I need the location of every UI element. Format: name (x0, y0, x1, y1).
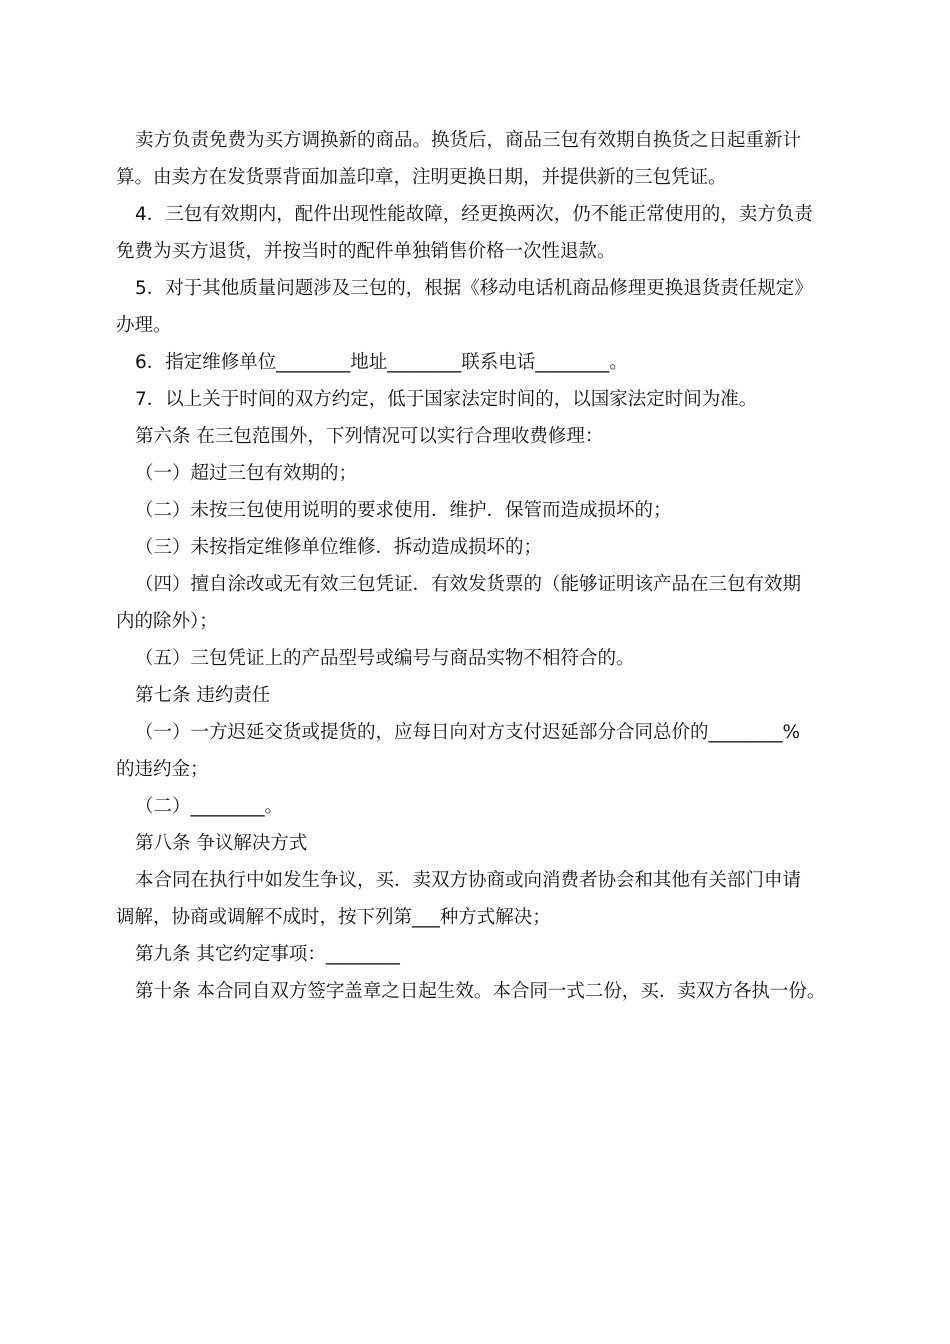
clause-6-line: 6．指定维修单位________地址________联系电话________。 (135, 352, 628, 373)
article-6-item-3: （三）未按指定维修单位维修．拆动造成损坏的； (135, 537, 543, 558)
article-8-body: 本合同在执行中如发生争议，买．卖双方协商或向消费者协会和其他有关部门申请 (135, 870, 802, 891)
article-6-heading: 第六条 在三包范围外，下列情况可以实行合理收费修理： (135, 426, 604, 447)
clause-4-line: 免费为买方退货，并按当时的配件单独销售价格一次性退款。 (116, 241, 616, 262)
article-7-heading: 第七条 违约责任 (135, 685, 271, 706)
article-8-body-continued: 调解，协商或调解不成时，按下列第___种方式解决； (116, 907, 551, 928)
article-8-heading: 第八条 争议解决方式 (135, 833, 308, 854)
clause-5-line: 5．对于其他质量问题涉及三包的，根据《移动电话机商品修理更换退货责任规定》 (135, 278, 813, 299)
article-6-item-2: （二）未按三包使用说明的要求使用．维护．保管而造成损坏的； (135, 500, 672, 521)
paragraph-line: 算。由卖方在发货票背面加盖印章，注明更换日期，并提供新的三包凭证。 (116, 167, 727, 188)
article-7-item-1-continued: 的违约金； (116, 759, 209, 780)
clause-7-line: 7．以上关于时间的双方约定，低于国家法定时间的，以国家法定时间为准。 (135, 389, 758, 410)
article-10-line: 第十条 本合同自双方签字盖章之日起生效。本合同一式二份，买．卖双方各执一份。 (135, 981, 826, 1002)
contract-text-body (116, 122, 856, 1010)
article-9-line: 第九条 其它约定事项：________ (135, 944, 400, 965)
paragraph-line: 卖方负责免费为买方调换新的商品。换货后，商品三包有效期自换货之日起重新计 (135, 130, 802, 151)
article-7-item-1: （一）一方迟延交货或提货的，应每日向对方支付迟延部分合同总价的________% (135, 722, 801, 743)
article-6-item-5: （五）三包凭证上的产品型号或编号与商品实物不相符合的。 (135, 648, 635, 669)
clause-5-line: 办理。 (116, 315, 172, 336)
article-6-item-4-continued: 内的除外）； (116, 611, 218, 632)
article-6-item-1: （一）超过三包有效期的； (135, 463, 358, 484)
clause-4-line: 4．三包有效期内，配件出现性能故障，经更换两次，仍不能正常使用的，卖方负责 (135, 204, 813, 225)
article-6-item-4: （四）擅自涂改或无有效三包凭证．有效发货票的（能够证明该产品在三包有效期 (135, 574, 802, 595)
article-7-item-2: （二）________。 (135, 796, 284, 817)
